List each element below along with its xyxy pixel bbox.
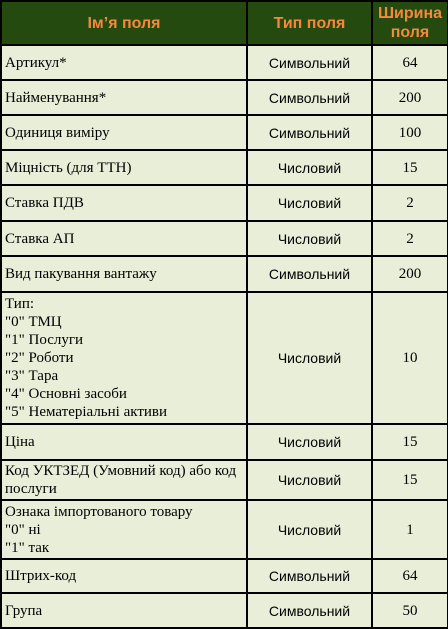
field-name-cell: Найменування*: [1, 80, 247, 115]
header-field-width: Ширина поля: [372, 1, 448, 45]
field-type-cell: Числовий: [247, 292, 372, 424]
table-row: [1, 185, 448, 221]
field-name-cell: Код УКТЗЕД (Умовний код) або код послуги: [1, 460, 247, 500]
field-name-cell: Штрих-код: [1, 559, 247, 593]
field-type-cell: Числовий: [247, 500, 372, 559]
field-type-cell: Символьний: [247, 115, 372, 150]
table-row: [1, 256, 448, 292]
field-width-cell: 2: [372, 221, 448, 256]
field-width-cell: 100: [372, 115, 448, 150]
table-row: [1, 500, 448, 559]
header-field-name: Ім’я поля: [1, 1, 247, 45]
field-name-cell: Одиниця виміру: [1, 115, 247, 150]
field-width-cell: 15: [372, 150, 448, 185]
field-width-cell: 10: [372, 292, 448, 424]
field-type-cell: Числовий: [247, 460, 372, 500]
field-type-cell: Символьний: [247, 80, 372, 115]
table-row: [1, 115, 448, 150]
table-row: [1, 80, 448, 115]
header-field-type: Тип поля: [247, 1, 372, 45]
field-name-cell: Ознака імпортованого товару "0" ні "1" так: [1, 500, 247, 559]
field-name-cell: Ставка АП: [1, 221, 247, 256]
field-name-cell: Ціна: [1, 424, 247, 460]
field-type-cell: Числовий: [247, 424, 372, 460]
table-row: [1, 221, 448, 256]
field-name-cell: Тип: "0" ТМЦ "1" Послуги "2" Роботи "3" Тара "4" Основні засоби "5" Нематеріальні активи: [1, 292, 247, 424]
field-type-cell: Числовий: [247, 185, 372, 221]
field-type-cell: Символьний: [247, 256, 372, 292]
field-width-cell: 200: [372, 256, 448, 292]
field-type-cell: Символьний: [247, 45, 372, 80]
field-width-cell: 2: [372, 185, 448, 221]
field-name-cell: Вид пакування вантажу: [1, 256, 247, 292]
field-width-cell: 64: [372, 45, 448, 80]
field-type-cell: Символьний: [247, 593, 372, 628]
table-row: [1, 559, 448, 593]
table-row: [1, 424, 448, 460]
table-row: [1, 150, 448, 185]
table-row: [1, 45, 448, 80]
table-row: [1, 460, 448, 500]
field-width-cell: 64: [372, 559, 448, 593]
field-name-cell: Ставка ПДВ: [1, 185, 247, 221]
table-row: [1, 292, 448, 424]
field-type-cell: Числовий: [247, 221, 372, 256]
field-type-cell: Символьний: [247, 559, 372, 593]
field-width-cell: 50: [372, 593, 448, 628]
field-name-cell: Група: [1, 593, 247, 628]
table-header: [1, 1, 448, 45]
field-name-cell: Артикул*: [1, 45, 247, 80]
header-row: [1, 1, 448, 45]
field-width-cell: 15: [372, 424, 448, 460]
field-name-cell: Міцність (для ТТН): [1, 150, 247, 185]
field-width-cell: 1: [372, 500, 448, 559]
table-row: [1, 593, 448, 628]
field-width-cell: 200: [372, 80, 448, 115]
field-width-cell: 15: [372, 460, 448, 500]
table-body: [1, 45, 448, 628]
field-type-cell: Числовий: [247, 150, 372, 185]
